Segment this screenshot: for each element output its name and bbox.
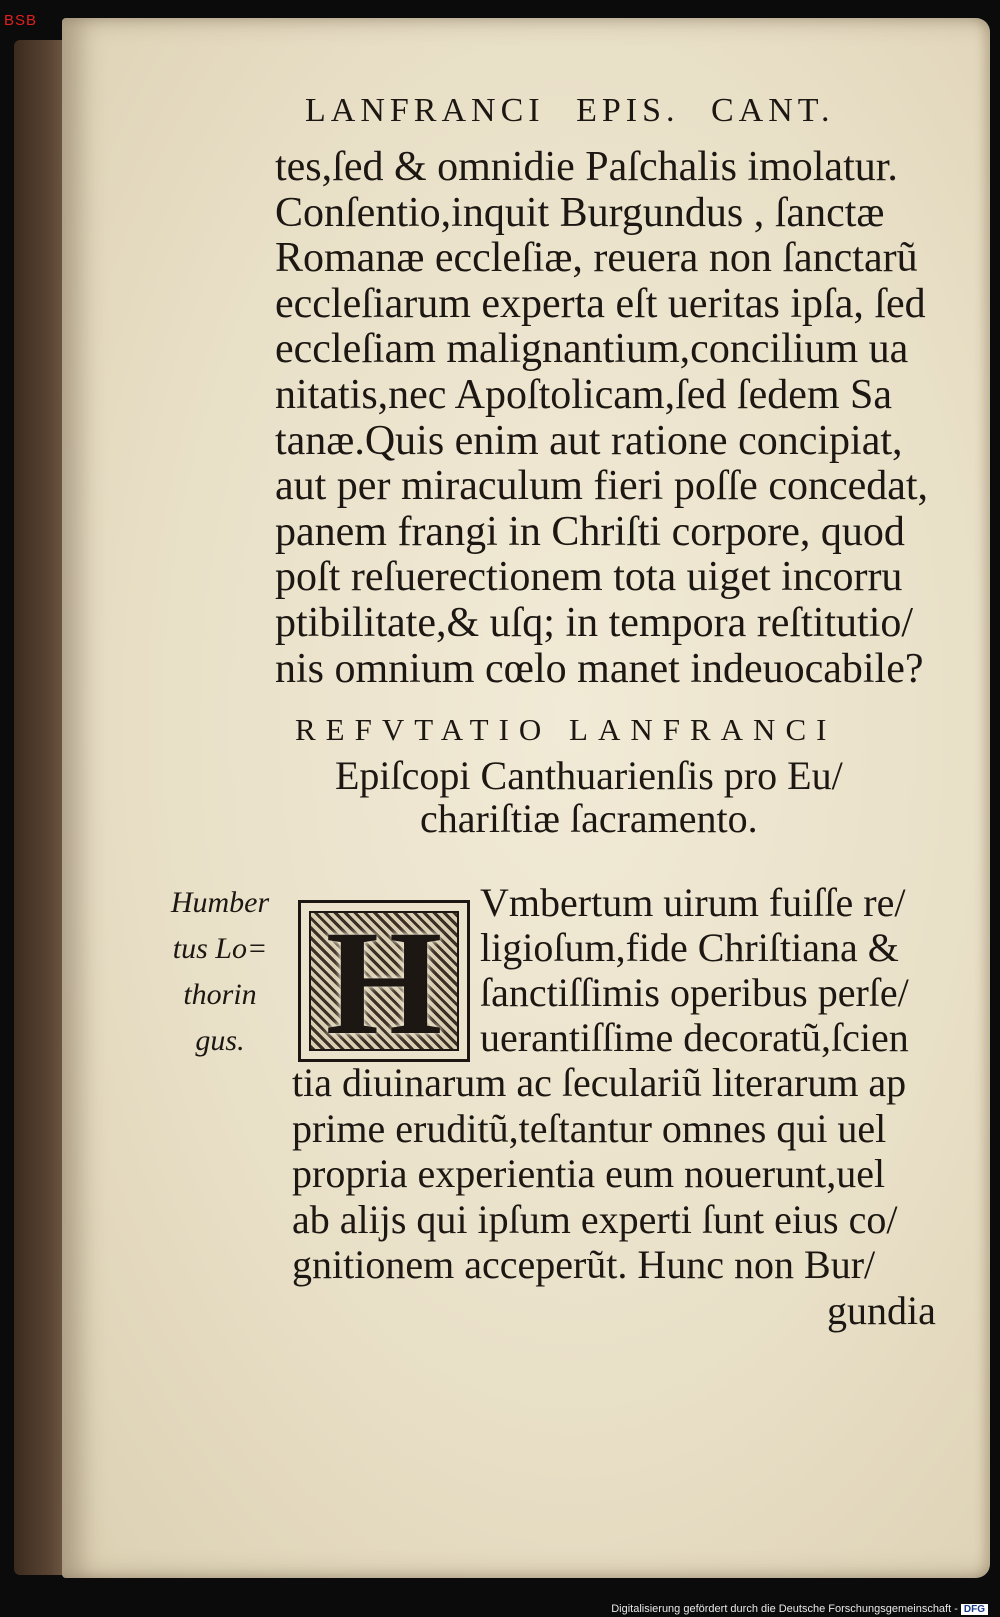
text-line: aut per miraculum fieri poſſe concedat,	[275, 463, 929, 510]
text-line: ptibilitate,& uſq; in tempora reſtitutio/	[275, 599, 914, 646]
footer-credit	[611, 1603, 988, 1615]
text-line: ſanctiſſimis operibus perſe/	[480, 970, 909, 1015]
continued-text	[292, 1060, 936, 1333]
text-line: panem frangi in Chriſti corpore, quod	[275, 508, 905, 555]
text-line: eccleſiam malignantium,concilium ua	[275, 326, 909, 373]
text-line: nis omnium cœlo manet indeuocabile?	[275, 645, 924, 692]
bsb-watermark: BSB	[4, 12, 38, 29]
decorated-initial	[298, 900, 470, 1066]
text-line: prime eruditũ,teſtantur omnes qui uel	[292, 1105, 887, 1151]
marginal-note: Humber tus Lo= thorin gus.	[170, 886, 270, 1057]
text-line: Vmbertum uirum fuiſſe re/	[480, 880, 906, 925]
text-line: eccleſiarum experta eſt ueritas ipſa, ſed	[275, 280, 926, 327]
text-line: nitatis,nec Apoſtolicam,ſed ſedem Sa	[275, 371, 893, 418]
text-line: propria experientia eum nouerunt,uel	[292, 1151, 886, 1196]
text-line: poſt reſuerectionem tota uiget incorru	[275, 554, 903, 601]
text-line: Romanæ eccleſiæ, reuera non ſanctarũ	[275, 235, 918, 282]
text-line: uerantiſſime decoratũ,ſcien	[480, 1015, 909, 1060]
text-line: ligioſum,fide Chriſtiana &	[480, 925, 899, 970]
text-line: tes,ſed & omnidie Paſchalis imolatur.	[275, 144, 898, 190]
text-line: tanæ.Quis enim aut ratione concipiat,	[275, 417, 903, 464]
footer-text: Digitalisierung gefördert durch die Deutsche Forschungsgemeinschaft -	[611, 1603, 958, 1615]
section-subtitle-line-1: Epiſcopi Canthuarienſis pro Eu/	[335, 753, 843, 798]
running-head: LANFRANCI EPIS. CANT.	[305, 92, 835, 129]
section-title: REFVTATIO LANFRANCI	[295, 712, 837, 747]
section-subtitle-line-2: chariſtiæ ſacramento.	[420, 796, 758, 841]
text-line: ab alijs qui ipſum experti ſunt eius co/	[292, 1196, 898, 1242]
dropcap-text	[480, 880, 909, 1060]
initial-letter: H	[325, 900, 443, 1066]
text-line: tia diuinarum ac ſeculariũ literarum ap	[292, 1060, 907, 1105]
text-line: gnitionem acceperũt. Hunc non Bur/	[292, 1242, 876, 1287]
dfg-logo: DFG	[961, 1604, 988, 1615]
text-line: gundia	[827, 1287, 936, 1333]
text-line: Conſentio,inquit Burgundus , ſanctæ	[275, 189, 885, 236]
body-text	[275, 145, 955, 692]
